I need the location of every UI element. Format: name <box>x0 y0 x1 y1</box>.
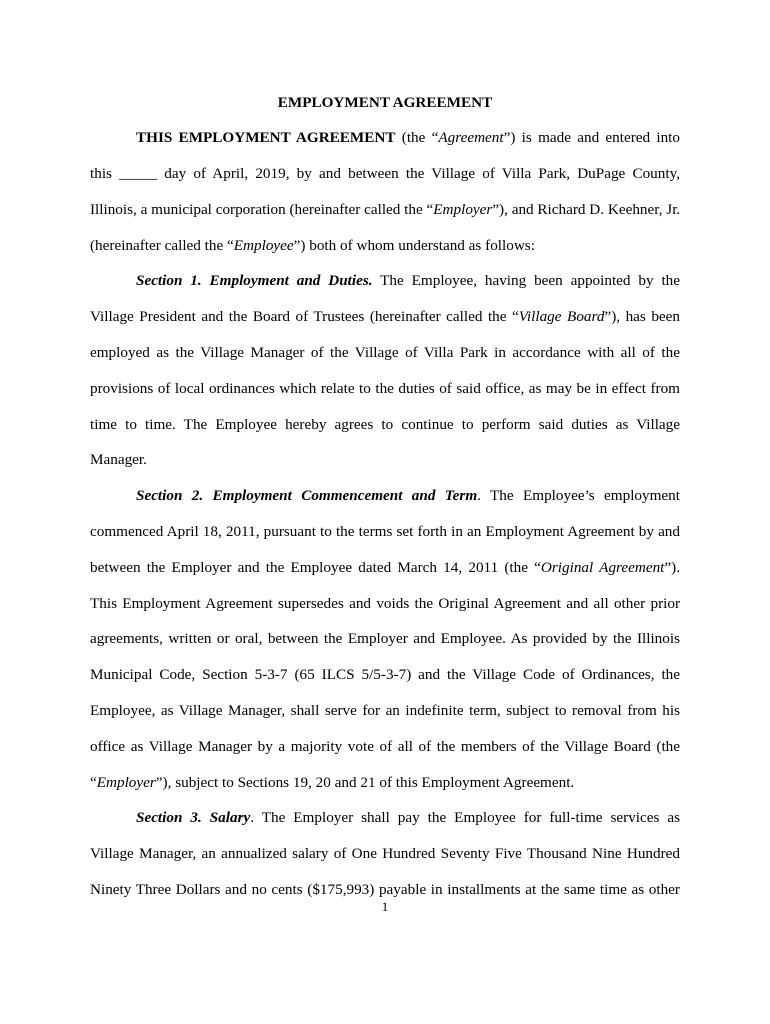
section-2-line-4: This Employment Agreement supersedes and voids the Original Agreement and all other prior <box>90 595 680 612</box>
section-2-line-8: office as Village Manager by a majority vote of all of the members of the Village Board (the <box>90 738 680 755</box>
section-text: . The Employer shall pay the Employee for full-time services as <box>250 809 680 826</box>
intro-text: (hereinafter called the “ <box>90 237 234 254</box>
intro-line-3 <box>90 200 680 220</box>
section-1-line-1 <box>136 271 680 291</box>
section-text: between the Employer and the Employee dated March 14, 2011 (the “ <box>90 559 541 576</box>
defined-term: Original Agreement <box>540 559 665 576</box>
document-title: EMPLOYMENT AGREEMENT <box>277 94 493 111</box>
section-1-line-5: time to time. The Employee hereby agrees to continue to perform said duties as Village <box>90 416 680 433</box>
section-1-heading: Section 1. Employment and Duties. <box>136 272 373 289</box>
agreement-lead: THIS EMPLOYMENT AGREEMENT <box>136 129 396 146</box>
section-1-line-3: employed as the Village Manager of the Village of Villa Park in accordance with all of the <box>90 344 680 361</box>
section-2-line-2: commenced April 18, 2011, pursuant to the terms set forth in an Employment Agreement by and <box>90 523 680 540</box>
intro-line-4 <box>90 236 680 256</box>
intro-text: Illinois, a municipal corporation (hereinafter called the “ <box>90 201 434 218</box>
section-3-line-2: Village Manager, an annualized salary of One Hundred Seventy Five Thousand Nine Hundred <box>90 845 680 862</box>
section-2-line-3 <box>90 558 680 578</box>
section-text: Village President and the Board of Trustees (hereinafter called the “ <box>90 308 519 325</box>
defined-term: Employee <box>233 237 294 254</box>
section-2-line-6: Municipal Code, Section 5-3-7 (65 ILCS 5/5-3-7) and the Village Code of Ordinances, the <box>90 666 680 683</box>
section-1-line-6: Manager. <box>90 451 147 468</box>
section-2-line-5: agreements, written or oral, between the Employer and Employee. As provided by the Illinois <box>90 630 680 647</box>
section-2-line-1 <box>136 486 680 506</box>
page-number: 1 <box>381 899 389 914</box>
section-3-line-1 <box>136 808 680 828</box>
section-text: ”). <box>664 559 680 576</box>
intro-line-2: this _____ day of April, 2019, by and between the Village of Villa Park, DuPage County, <box>90 165 680 182</box>
intro-text: ”) is made and entered into <box>503 129 680 146</box>
intro-text: ”), and Richard D. Keehner, Jr. <box>492 201 681 218</box>
section-text: The Employee, having been appointed by the <box>372 272 681 289</box>
intro-line-1 <box>136 128 680 148</box>
intro-text: ”) both of whom understand as follows: <box>293 237 535 254</box>
section-1-line-2 <box>90 307 680 327</box>
section-2-line-9 <box>90 773 680 793</box>
section-text: ”), has been <box>604 308 681 325</box>
intro-text: (the “ <box>395 129 439 146</box>
section-2-heading: Section 2. Employment Commencement and Term <box>136 487 478 504</box>
section-text: ”), subject to Sections 19, 20 and 21 of this Employment Agreement. <box>155 774 575 791</box>
section-3-line-3: Ninety Three Dollars and no cents ($175,993) payable in installments at the same time as other <box>90 881 680 898</box>
section-text: . The Employee’s employment <box>477 487 680 504</box>
defined-term: Employer <box>433 201 493 218</box>
section-text: “ <box>90 774 97 791</box>
defined-term: Employer <box>96 774 156 791</box>
section-1-line-4: provisions of local ordinances which relate to the duties of said office, as may be in effect from <box>90 380 680 397</box>
defined-term: Village Board <box>518 308 605 325</box>
section-3-heading: Section 3. Salary <box>136 809 251 826</box>
defined-term: Agreement <box>438 129 504 146</box>
section-2-line-7: Employee, as Village Manager, shall serve for an indefinite term, subject to removal from his <box>90 702 680 719</box>
